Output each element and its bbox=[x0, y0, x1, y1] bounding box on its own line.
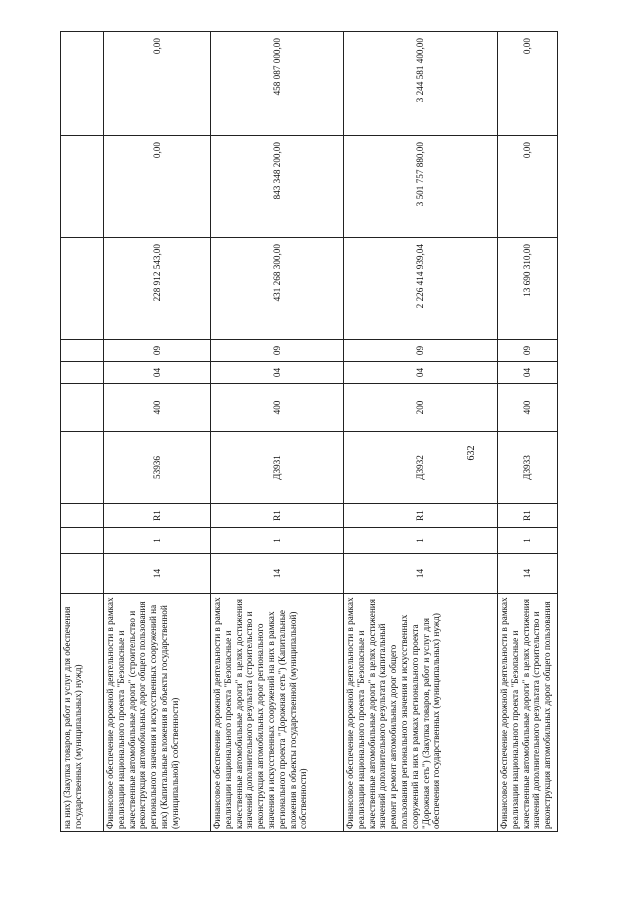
budget-table bbox=[60, 31, 558, 832]
cell-code-1: 14 bbox=[498, 554, 558, 594]
cell-code-1: 14 bbox=[104, 554, 211, 594]
cell-code-3: R1 bbox=[344, 504, 498, 528]
cell-amount-3: 3 244 581 400,00 bbox=[344, 32, 498, 136]
cell-code-1: 14 bbox=[211, 554, 344, 594]
cell-code-5: 200 bbox=[344, 384, 498, 432]
cell-code-5 bbox=[61, 384, 104, 432]
cell-code-2 bbox=[61, 528, 104, 554]
cell-code-5: 400 bbox=[498, 384, 558, 432]
cell-code-4 bbox=[61, 432, 104, 504]
table-viewport bbox=[60, 32, 640, 829]
cell-code-5: 400 bbox=[211, 384, 344, 432]
cell-code-7: 09 bbox=[211, 340, 344, 362]
cell-code-6: 04 bbox=[498, 362, 558, 384]
table-row bbox=[104, 32, 211, 832]
cell-amount-1 bbox=[61, 238, 104, 340]
cell-amount-1: 228 912 543,00 bbox=[104, 238, 211, 340]
cell-amount-1: 2 226 414 939,04 bbox=[344, 238, 498, 340]
cell-code-4: Д3933 bbox=[498, 432, 558, 504]
table-row bbox=[344, 32, 498, 832]
cell-code-4: 53936 bbox=[104, 432, 211, 504]
cell-code-3: R1 bbox=[211, 504, 344, 528]
cell-amount-1: 431 268 300,00 bbox=[211, 238, 344, 340]
row-description: на них) (Закупка товаров, работ и услуг для обеспечения государственных (муниципальных) нужд) bbox=[61, 594, 104, 832]
cell-code-6: 04 bbox=[104, 362, 211, 384]
cell-code-2: 1 bbox=[344, 528, 498, 554]
cell-code-2: 1 bbox=[211, 528, 344, 554]
rotated-table-wrapper bbox=[60, 32, 557, 832]
row-description: Финансовое обеспечение дорожной деятельности в рамках реализации национального проекта "Безопасные и качественные автомобильные дороги" (строительство и реконструкция автомобильных дорог общего пользования регионального значения и искусственных сооружений на них) (Капитальные вложения в объекты государственной (муниципальной) собственности) bbox=[104, 594, 211, 832]
cell-code-5: 400 bbox=[104, 384, 211, 432]
cell-code-2: 1 bbox=[104, 528, 211, 554]
cell-amount-2: 0,00 bbox=[104, 136, 211, 238]
cell-amount-1: 13 690 310,00 bbox=[498, 238, 558, 340]
row-description: Финансовое обеспечение дорожной деятельности в рамках реализации национального проекта "Безопасные и качественные автомобильные дороги" в целях достижения значений дополнительного результата (строительство и реконструкция автомобильных дорог общего пользования bbox=[498, 594, 558, 832]
cell-code-3: R1 bbox=[104, 504, 211, 528]
cell-code-3: R1 bbox=[498, 504, 558, 528]
cell-code-1: 14 bbox=[344, 554, 498, 594]
cell-amount-3: 0,00 bbox=[498, 32, 558, 136]
cell-amount-2 bbox=[61, 136, 104, 238]
page-number: 632 bbox=[466, 445, 477, 461]
cell-code-3 bbox=[61, 504, 104, 528]
cell-code-2: 1 bbox=[498, 528, 558, 554]
cell-code-7 bbox=[61, 340, 104, 362]
cell-amount-2: 0,00 bbox=[498, 136, 558, 238]
cell-amount-2: 843 348 200,00 bbox=[211, 136, 344, 238]
cell-code-6 bbox=[61, 362, 104, 384]
cell-amount-3 bbox=[61, 32, 104, 136]
cell-code-7: 09 bbox=[104, 340, 211, 362]
cell-code-4: Д3931 bbox=[211, 432, 344, 504]
table-row bbox=[211, 32, 344, 832]
table-row bbox=[498, 32, 558, 832]
cell-code-6: 04 bbox=[211, 362, 344, 384]
cell-code-4: Д3932 bbox=[344, 432, 498, 504]
cell-amount-3: 0,00 bbox=[104, 32, 211, 136]
cell-code-7: 09 bbox=[344, 340, 498, 362]
cell-amount-2: 3 501 757 880,00 bbox=[344, 136, 498, 238]
cell-code-1 bbox=[61, 554, 104, 594]
table-row bbox=[61, 32, 104, 832]
row-description: Финансовое обеспечение дорожной деятельности в рамках реализации национального проекта "Безопасные и качественные автомобильные дороги" в целях достижения значений дополнительного результата (капитальный ремонт и ремонт автомобильных дорог общего пользования регионального значения и искусственных сооружений на них в рамках регионального проекта "Дорожная сеть") (Закупка товаров, работ и услуг для обеспечения государственных (муниципальных) нужд) bbox=[344, 594, 498, 832]
cell-code-6: 04 bbox=[344, 362, 498, 384]
cell-code-7: 09 bbox=[498, 340, 558, 362]
row-description: Финансовое обеспечение дорожной деятельности в рамках реализации национального проекта "Безопасные и качественные автомобильные дороги" в целях достижения значений дополнительного результата (строительство и реконструкция автомобильных дорог регионального значения и искусственных сооружений на них в рамках регионального проекта "Дорожная сеть") (Капитальные вложения в объекты государственной (муниципальной) собственности) bbox=[211, 594, 344, 832]
cell-amount-3: 458 087 000,00 bbox=[211, 32, 344, 136]
